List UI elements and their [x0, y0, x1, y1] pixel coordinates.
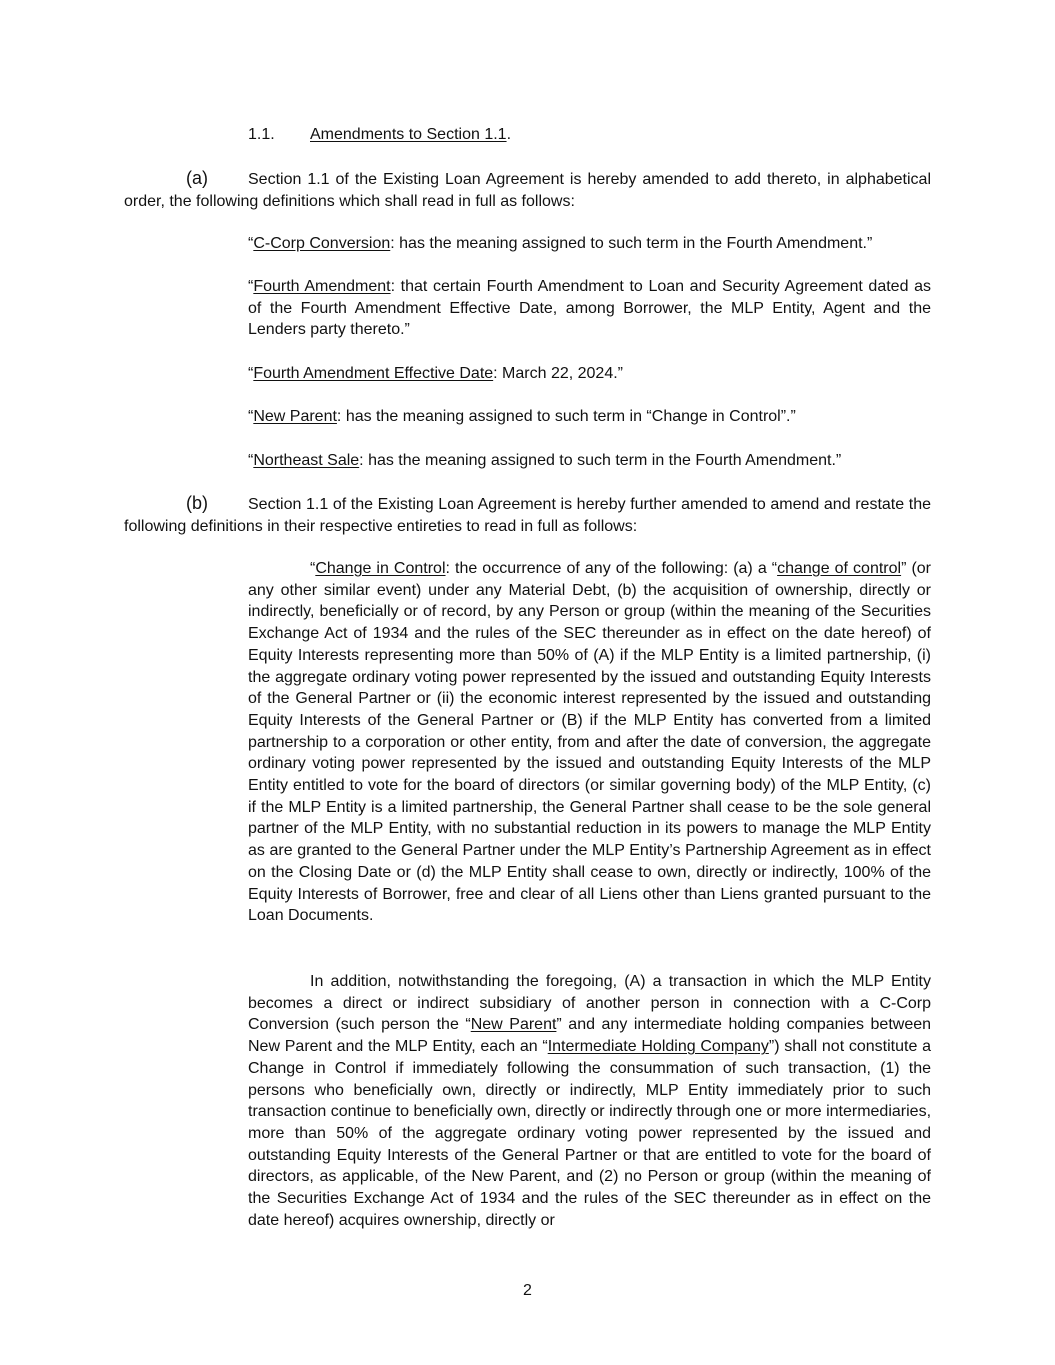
definition-c-corp-conversion: “C-Corp Conversion: has the meaning assigned to such term in the Fourth Amendment.”: [248, 235, 873, 252]
defined-term: Change in Control: [315, 560, 446, 577]
paragraph-b-tag: (b): [186, 493, 208, 513]
section-number: 1.1.: [248, 126, 275, 143]
page-number: 2: [523, 1282, 532, 1299]
definition-northeast-sale: “Northeast Sale: has the meaning assigned to such term in the Fourth Amendment.”: [248, 452, 842, 469]
section-title: Amendments to Section 1.1: [310, 126, 507, 143]
defined-term: C-Corp Conversion: [253, 235, 391, 252]
defined-term: Fourth Amendment Effective Date: [253, 365, 494, 382]
paragraph-b: [124, 493, 931, 537]
paragraph-a-text: Section 1.1 of the Existing Loan Agreement is hereby amended to add thereto, in alphabetical order, the following definitions which shall read in full as follows:: [124, 171, 931, 210]
paragraph-b-text: Section 1.1 of the Existing Loan Agreement is hereby further amended to amend and restate the following definitions in their respective entireties to read in full as follows:: [124, 496, 931, 535]
defined-term: Fourth Amendment: [253, 278, 391, 295]
defined-term: New Parent: [253, 408, 337, 425]
defined-term: Intermediate Holding Company: [547, 1038, 769, 1056]
paragraph-a-tag: (a): [186, 168, 208, 188]
definition-new-parent: “New Parent: has the meaning assigned to such term in “Change in Control”.”: [248, 408, 796, 425]
defined-term: New Parent: [470, 1016, 557, 1034]
definition-change-in-control: “Change in Control: the occurrence of any of the following: (a) a “change of control” (or any other similar event) under any Material Debt, (b) the acquisition of ownership, directly or indirectly, beneficially or of record, by any Person or group (within the meaning of the Securities Exchange Act of 1934 and the rules of the SEC thereunder as in effect on the date hereof) of Equity Interests representing more than 50% of (A) if the MLP Entity is a limited partnership, (i) the aggregate ordinary voting power represented by the issued and outstanding Equity Interests of the General Partner or (ii) the economic interest represented by the issued and outstanding Equity Interests of the General Partner or (B) if the MLP Entity has converted from a limited partnership to a corporation or other entity, from and after the date of conversion, the aggregate ordinary voting power represented by the issued and outstanding Equity Interests of the MLP Entity entitled to vote for the board of directors (or similar governing body) of the MLP Entity, (c) if the MLP Entity is a limited partnership, the General Partner shall cease to be the sole general partner of the MLP Entity, with no substantial reduction in its powers to manage the MLP Entity as are granted to the General Partner under the MLP Entity’s Partnership Agreement as in effect on the Closing Date or (d) the MLP Entity shall cease to own, directly or indirectly, 100% of the Equity Interests of Borrower, free and clear of all Liens other than Liens granted pursuant to the Loan Documents.: [248, 560, 932, 925]
defined-term: change of control: [777, 560, 902, 577]
section-heading: 1.1. Amendments to Section 1.1.: [248, 124, 511, 146]
paragraph-a: [124, 168, 931, 212]
in-addition-paragraph: In addition, notwithstanding the foregoing, (A) a transaction in which the MLP Entity becomes a direct or indirect subsidiary of another person in connection with a C-Corp Conversion (such person the “New Parent” and any intermediate holding companies between New Parent and the MLP Entity, each an “Intermediate Holding Company”) shall not constitute a Change in Control if immediately following the consummation of such transaction, (1) the persons who beneficially own, directly or indirectly, MLP Entity immediately prior to such transaction continue to beneficially own, directly or indirectly through one or more intermediaries, more than 50% of the aggregate ordinary voting power represented by the issued and outstanding Equity Interests of the General Partner or that are entitled to vote for the board of directors, as applicable, of the New Parent, and (2) no Person or group (within the meaning of the Securities Exchange Act of 1934 and the rules of the SEC thereunder as in effect on the date hereof) acquires ownership, directly or: [248, 973, 932, 1229]
defined-term: Northeast Sale: [253, 452, 360, 469]
definition-fourth-amendment: “Fourth Amendment: that certain Fourth Amendment to Loan and Security Agreement dated as of the Fourth Amendment Effective Date, among Borrower, the MLP Entity, Agent and the Lenders party thereto.”: [248, 278, 931, 339]
definition-fourth-amendment-effective-date: “Fourth Amendment Effective Date: March 22, 2024.”: [248, 365, 623, 382]
